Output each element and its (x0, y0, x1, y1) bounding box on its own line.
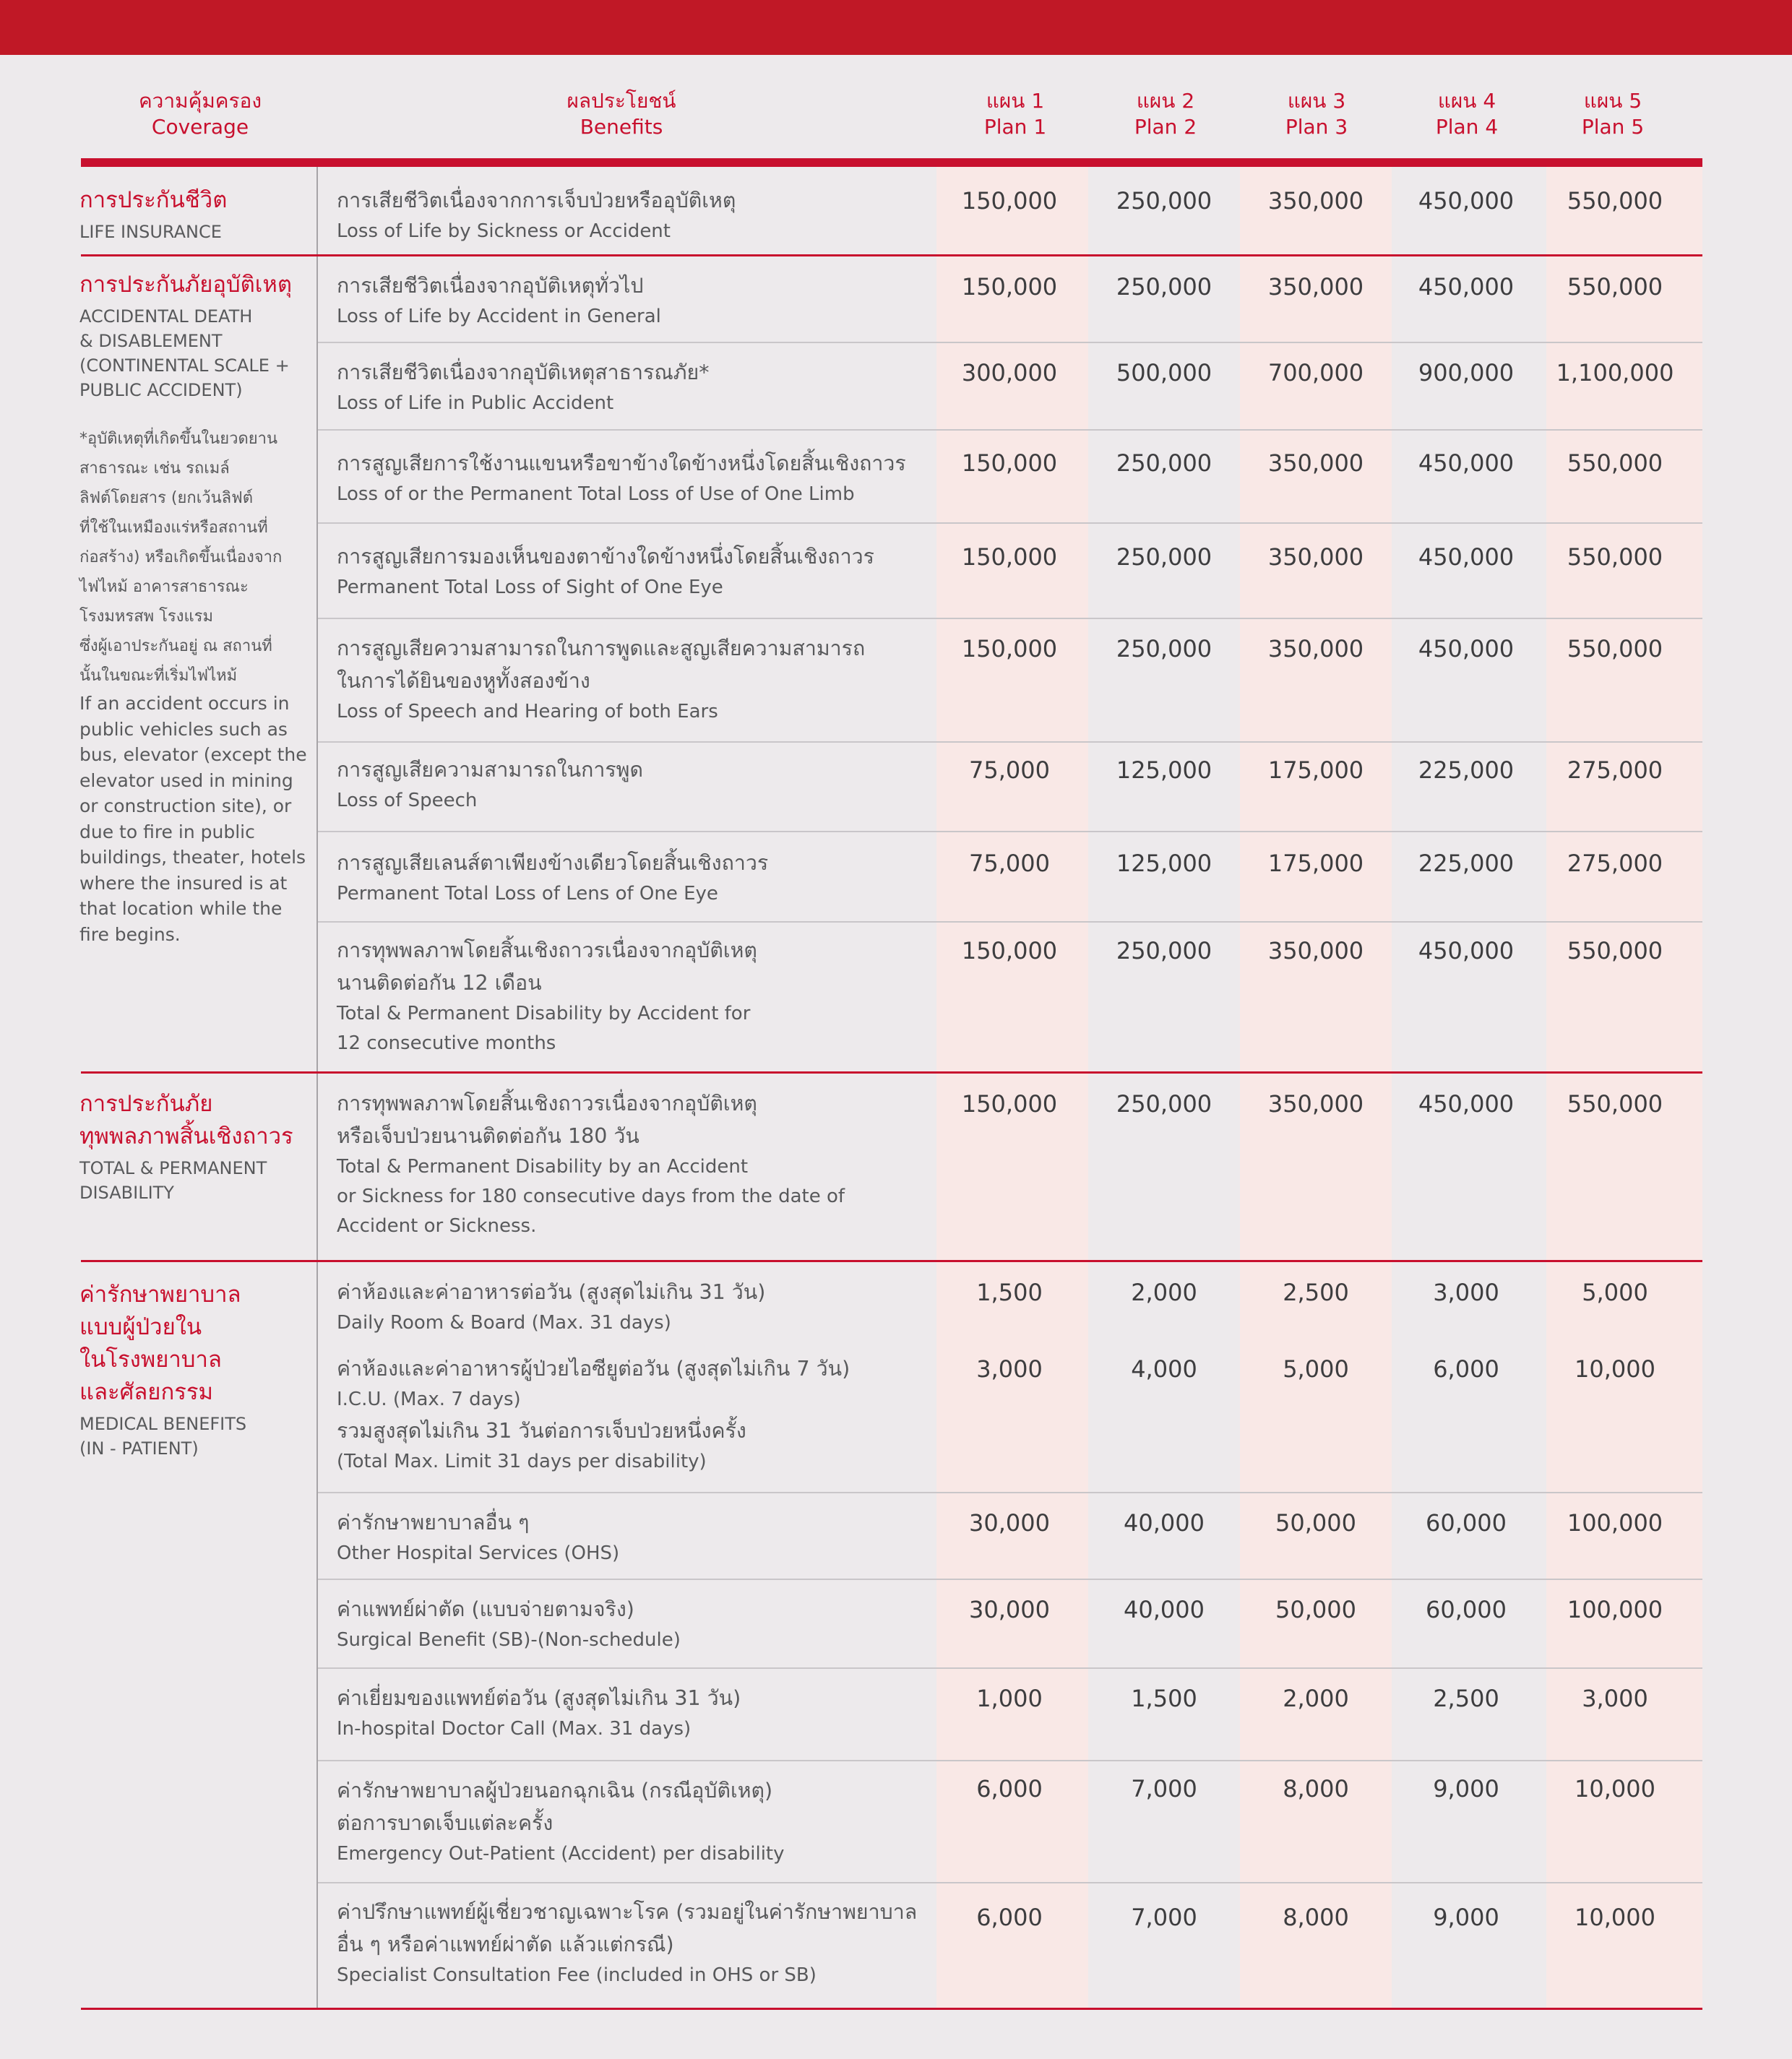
benefit-en: Daily Room & Board (Max. 31 days) (337, 1312, 671, 1334)
plan-4-value: 450,000 (1418, 543, 1515, 571)
title-en-line: TOTAL & PERMANENT (79, 1158, 267, 1178)
benefit-en: Total & Permanent Disability by an Accident (337, 1156, 749, 1178)
benefit-row (337, 269, 936, 332)
note-en-line: buildings, theater, hotels (79, 847, 306, 868)
plan-2-value: 125,000 (1116, 850, 1212, 877)
benefit-row (337, 847, 936, 909)
plan-5-value: 550,000 (1567, 543, 1663, 571)
plan-5-header-th: แผน 5 (1583, 89, 1642, 113)
plan-3-value: 50,000 (1275, 1596, 1356, 1623)
plan-5-value: 5,000 (1582, 1279, 1648, 1306)
plan-4-value: 450,000 (1418, 449, 1515, 477)
row-divider (318, 429, 1702, 431)
plan-5-value: 3,000 (1582, 1685, 1648, 1712)
benefits-header-en: Benefits (580, 115, 663, 139)
plan-4-header (1391, 88, 1543, 140)
plan-2-header (1090, 88, 1241, 140)
row-divider (318, 921, 1702, 923)
benefit-th: ในการได้ยินของหูทั้งสองข้าง (337, 669, 590, 693)
plan-3-value: 2,500 (1283, 1279, 1349, 1306)
plan-4-value: 450,000 (1418, 187, 1515, 215)
benefit-th: รวมสูงสุดไม่เกิน 31 วันต่อการเจ็บป่วยหนึ่งครั้ง (337, 1419, 746, 1443)
benefit-en: In-hospital Doctor Call (Max. 31 days) (337, 1718, 692, 1740)
benefit-row (337, 934, 936, 1058)
benefit-row (337, 1506, 936, 1568)
benefit-th: การสูญเสียการใช้งานแขนหรือขาข้างใดข้างหนึ่งโดยสิ้นเชิงถาวร (337, 452, 906, 475)
row-divider (318, 522, 1702, 524)
benefit-en: I.C.U. (Max. 7 days) (337, 1389, 521, 1410)
plan-1-value: 3,000 (976, 1355, 1043, 1383)
section-title-th: ค่ารักษาพยาบาล (79, 1282, 241, 1308)
plan-1-value: 150,000 (961, 937, 1058, 964)
section-title-en: LIFE INSURANCE (79, 222, 222, 242)
note-en-line: where the insured is at (79, 872, 288, 894)
plan-2-value: 7,000 (1131, 1775, 1197, 1803)
title-en-line: ACCIDENTAL DEATH (79, 306, 253, 327)
benefit-en: Total & Permanent Disability by Accident for (337, 1003, 751, 1024)
row-divider (318, 1667, 1702, 1669)
plan-1-header (939, 88, 1091, 140)
plan-4-value: 9,000 (1433, 1904, 1499, 1931)
section-title-en (79, 1412, 312, 1461)
benefit-en: Specialist Consultation Fee (included in OHS or SB) (337, 1964, 817, 1986)
title-en-line: PUBLIC ACCIDENT) (79, 380, 243, 400)
plan-1-value: 75,000 (969, 850, 1050, 877)
row-divider (318, 1579, 1702, 1580)
benefit-en: Loss of Speech and Hearing of both Ears (337, 701, 718, 722)
benefit-row (337, 1593, 936, 1655)
plan-5-value: 1,100,000 (1556, 359, 1674, 387)
row-divider (318, 1492, 1702, 1493)
section-title-th: ในโรงพยาบาล (79, 1347, 222, 1373)
benefit-en: Loss of or the Permanent Total Loss of Use of One Limb (337, 483, 855, 505)
title-en-line: MEDICAL BENEFITS (79, 1414, 247, 1434)
section-title-th: ทุพพลภาพสิ้นเชิงถาวร (79, 1123, 293, 1149)
plan-2-value: 2,000 (1131, 1279, 1197, 1306)
note-th-line: ที่ใช้ในเหมืองแร่หรือสถานที่ (79, 519, 268, 537)
benefit-th: หรือเจ็บป่วยนานติดต่อกัน 180 วัน (337, 1124, 639, 1148)
plan-4-value: 225,000 (1418, 756, 1515, 784)
plan-1-value: 6,000 (976, 1775, 1043, 1803)
note-th-line: ซึ่งผู้เอาประกันอยู่ ณ สถานที่ (79, 637, 272, 655)
plan-5-value: 100,000 (1567, 1596, 1663, 1623)
plan-1-value: 150,000 (961, 273, 1058, 301)
note-th-line: ไฟไหม้ อาคารสาธารณะ (79, 578, 249, 596)
title-en-line: (IN - PATIENT) (79, 1438, 199, 1459)
plan-2-value: 250,000 (1116, 543, 1212, 571)
row-divider (318, 741, 1702, 743)
benefit-row (337, 1896, 936, 1990)
plan-2-value: 40,000 (1124, 1509, 1205, 1537)
benefits-header (318, 88, 925, 140)
benefit-th: ค่าห้องและค่าอาหารต่อวัน (สูงสุดไม่เกิน 31 วัน) (337, 1280, 766, 1304)
plan-4-header-th: แผน 4 (1437, 89, 1496, 113)
note-th-line: ก่อสร้าง) หรือเกิดขึ้นเนื่องจาก (79, 548, 283, 566)
plan-2-value: 1,500 (1131, 1685, 1197, 1712)
benefit-row (337, 1087, 936, 1241)
header-divider (81, 158, 1702, 167)
benefit-th: การเสียชีวิตเนื่องจากอุบัติเหตุสาธารณภัย* (337, 361, 710, 384)
coverage-header (81, 88, 319, 140)
benefit-en: Loss of Life by Accident in General (337, 306, 661, 327)
note-en-line: If an accident occurs in (79, 693, 290, 714)
plan-1-value: 150,000 (961, 635, 1058, 662)
plan-2-value: 250,000 (1116, 273, 1212, 301)
plan-3-header-en: Plan 3 (1285, 115, 1348, 139)
plan-5-value: 550,000 (1567, 635, 1663, 662)
table-bottom-line (81, 2008, 1702, 2010)
plan-1-value: 150,000 (961, 187, 1058, 215)
plan-1-value: 30,000 (969, 1509, 1050, 1537)
plan-3-value: 175,000 (1267, 850, 1364, 877)
benefit-en: Permanent Total Loss of Lens of One Eye (337, 883, 718, 905)
benefit-th: การสูญเสียความสามารถในการพูดและสูญเสียความสามารถ (337, 636, 866, 660)
section-divider (81, 1260, 1702, 1262)
benefit-th: นานติดต่อกัน 12 เดือน (337, 971, 542, 995)
plan-2-header-th: แผน 2 (1136, 89, 1195, 113)
plan-2-value: 40,000 (1124, 1596, 1205, 1623)
section-medical-benefits (79, 1279, 312, 1461)
plan-2-header-en: Plan 2 (1134, 115, 1197, 139)
plan-3-header-th: แผน 3 (1287, 89, 1346, 113)
section-divider (81, 254, 1702, 256)
benefit-en: Loss of Life by Sickness or Accident (337, 220, 671, 242)
row-divider (318, 831, 1702, 832)
note-en-line: bus, elevator (except the (79, 744, 307, 765)
benefit-row (337, 184, 936, 246)
benefit-en: Other Hospital Services (OHS) (337, 1542, 620, 1564)
plan-2-value: 250,000 (1116, 449, 1212, 477)
benefit-th: อื่น ๆ หรือค่าแพทย์ผ่าตัด แล้วแต่กรณี) (337, 1933, 674, 1956)
benefits-header-th: ผลประโยชน์ (567, 89, 676, 113)
benefit-th: ค่าเยี่ยมของแพทย์ต่อวัน (สูงสุดไม่เกิน 31 วัน) (337, 1686, 741, 1710)
section-title-th: และศัลยกรรม (79, 1379, 213, 1405)
plan-4-value: 225,000 (1418, 850, 1515, 877)
note-th-line: ลิฟต์โดยสาร (ยกเว้นลิฟต์ (79, 489, 253, 507)
section-title-th: การประกันภัย (79, 1091, 213, 1117)
plan-4-value: 450,000 (1418, 1090, 1515, 1118)
benefit-th: การเสียชีวิตเนื่องจากการเจ็บป่วยหรืออุบัติเหตุ (337, 189, 736, 212)
title-en-line: DISABILITY (79, 1183, 174, 1203)
plan-4-value: 450,000 (1418, 273, 1515, 301)
plan-1-value: 30,000 (969, 1596, 1050, 1623)
benefit-row (337, 1682, 936, 1744)
benefit-th: ค่ารักษาพยาบาลอื่น ๆ (337, 1511, 530, 1534)
benefit-th: การสูญเสียเลนส์ตาเพียงข้างเดียวโดยสิ้นเชิงถาวร (337, 851, 769, 875)
plan-5-value: 275,000 (1567, 850, 1663, 877)
plan-2-value: 250,000 (1116, 937, 1212, 964)
plan-3-value: 175,000 (1267, 756, 1364, 784)
plan-5-header-en: Plan 5 (1581, 115, 1645, 139)
benefit-row (337, 1276, 936, 1338)
benefit-row (337, 540, 936, 603)
note-th-line: นั้นในขณะที่เริ่มไฟไหม้ (79, 667, 238, 685)
benefit-th: การสูญเสียความสามารถในการพูด (337, 758, 643, 782)
benefit-en: Accident or Sickness. (337, 1215, 537, 1237)
plan-3-value: 8,000 (1283, 1904, 1349, 1931)
title-en-line: (CONTINENTAL SCALE + (79, 355, 290, 376)
section-title-th: การประกันชีวิต (79, 187, 228, 213)
plan-5-value: 550,000 (1567, 937, 1663, 964)
benefit-th: การทุพพลภาพโดยสิ้นเชิงถาวรเนื่องจากอุบัติเหตุ (337, 1092, 757, 1115)
plan-1-value: 150,000 (961, 543, 1058, 571)
row-divider (318, 1882, 1702, 1883)
plan-3-header (1241, 88, 1392, 140)
plan-5-value: 550,000 (1567, 449, 1663, 477)
section-title-th: แบบผู้ป่วยใน (79, 1314, 202, 1340)
plan-3-value: 350,000 (1267, 1090, 1364, 1118)
plan-1-header-th: แผน 1 (986, 89, 1045, 113)
plan-4-value: 900,000 (1418, 359, 1515, 387)
note-en-line: or construction site), or (79, 795, 292, 816)
plan-3-value: 350,000 (1267, 635, 1364, 662)
plan-1-header-en: Plan 1 (983, 115, 1047, 139)
plan-4-value: 6,000 (1433, 1355, 1499, 1383)
note-en-line: that location while the (79, 898, 283, 919)
plan-5-value: 10,000 (1575, 1355, 1655, 1383)
plan-2-value: 125,000 (1116, 756, 1212, 784)
plan-2-value: 250,000 (1116, 187, 1212, 215)
plan-3-value: 350,000 (1267, 937, 1364, 964)
plan-3-value: 350,000 (1267, 273, 1364, 301)
plan-5-value: 10,000 (1575, 1904, 1655, 1931)
benefit-th: ค่าห้องและค่าอาหารผู้ป่วยไอซียูต่อวัน (สูงสุดไม่เกิน 7 วัน) (337, 1357, 850, 1381)
plan-2-value: 7,000 (1131, 1904, 1197, 1931)
section-total-disability (79, 1088, 312, 1205)
plan-1-value: 150,000 (961, 1090, 1058, 1118)
note-th-line: โรงมหรสพ โรงแรม (79, 608, 213, 626)
section-title-en (79, 304, 312, 402)
accident-footnote (79, 424, 312, 947)
plan-4-header-en: Plan 4 (1435, 115, 1499, 139)
benefit-th: การเสียชีวิตเนื่องจากอุบัติเหตุทั่วไป (337, 274, 644, 298)
plan-4-value: 450,000 (1418, 937, 1515, 964)
plan-5-value: 275,000 (1567, 756, 1663, 784)
section-life-insurance (79, 184, 312, 244)
benefit-en: Permanent Total Loss of Sight of One Eye (337, 577, 723, 598)
plan-3-value: 50,000 (1275, 1509, 1356, 1537)
plan-5-header (1537, 88, 1689, 140)
plan-4-value: 60,000 (1426, 1509, 1507, 1537)
plan-3-value: 700,000 (1267, 359, 1364, 387)
plan-4-value: 2,500 (1433, 1685, 1499, 1712)
section-title-th: การประกันภัยอุบัติเหตุ (79, 272, 292, 298)
plan-1-value: 150,000 (961, 449, 1058, 477)
plan-1-value: 1,000 (976, 1685, 1043, 1712)
benefit-row (337, 632, 936, 727)
coverage-header-en: Coverage (151, 115, 249, 139)
benefit-en: 12 consecutive months (337, 1032, 556, 1054)
plan-2-value: 250,000 (1116, 635, 1212, 662)
plan-5-value: 100,000 (1567, 1509, 1663, 1537)
benefit-en: (Total Max. Limit 31 days per disability) (337, 1451, 707, 1472)
plan-2-value: 500,000 (1116, 359, 1212, 387)
row-divider (318, 1760, 1702, 1761)
note-en-line: due to fire in public (79, 821, 255, 842)
plan-1-value: 6,000 (976, 1904, 1043, 1931)
benefit-row (337, 754, 936, 816)
benefit-row (337, 1774, 936, 1869)
benefit-th: ค่ารักษาพยาบาลผู้ป่วยนอกฉุกเฉิน (กรณีอุบัติเหตุ) (337, 1779, 773, 1803)
benefit-en: Loss of Life in Public Accident (337, 392, 614, 414)
benefit-row (337, 447, 936, 509)
note-en-line: public vehicles such as (79, 718, 288, 740)
coverage-header-th: ความคุ้มครอง (138, 89, 262, 113)
row-divider (318, 342, 1702, 343)
plan-3-value: 350,000 (1267, 187, 1364, 215)
plan-4-value: 9,000 (1433, 1775, 1499, 1803)
benefit-en: Emergency Out-Patient (Accident) per disability (337, 1843, 785, 1865)
benefit-th: การสูญเสียการมองเห็นของตาข้างใดข้างหนึ่งโดยสิ้นเชิงถาวร (337, 545, 874, 569)
note-en-line: elevator used in mining (79, 769, 293, 791)
benefit-th: ค่าปรึกษาแพทย์ผู้เชี่ยวชาญเฉพาะโรค (รวมอยู่ในค่ารักษาพยาบาล (337, 1900, 918, 1924)
note-th-line: *อุบัติเหตุที่เกิดขึ้นในยวดยาน (79, 430, 278, 448)
plan-2-value: 4,000 (1131, 1355, 1197, 1383)
plan-3-value: 2,000 (1283, 1685, 1349, 1712)
plan-1-value: 300,000 (961, 359, 1058, 387)
note-th-line: สาธารณะ เช่น รถเมล์ (79, 459, 230, 478)
plan-5-value: 550,000 (1567, 273, 1663, 301)
plan-4-value: 60,000 (1426, 1596, 1507, 1623)
plan-5-value: 550,000 (1567, 1090, 1663, 1118)
benefit-row (337, 356, 936, 418)
plan-1-value: 1,500 (976, 1279, 1043, 1306)
plan-3-value: 350,000 (1267, 543, 1364, 571)
plan-4-value: 3,000 (1433, 1279, 1499, 1306)
section-accidental (79, 269, 312, 947)
title-en-line: & DISABLEMENT (79, 331, 223, 351)
top-banner (0, 0, 1792, 55)
benefit-th: การทุพพลภาพโดยสิ้นเชิงถาวรเนื่องจากอุบัติเหตุ (337, 938, 757, 962)
benefit-en: Surgical Benefit (SB)-(Non-schedule) (337, 1629, 681, 1651)
plan-5-value: 10,000 (1575, 1775, 1655, 1803)
coverage-column-divider (316, 167, 318, 2009)
plan-1-value: 75,000 (969, 756, 1050, 784)
plan-3-value: 8,000 (1283, 1775, 1349, 1803)
row-divider (318, 618, 1702, 619)
section-title-en (79, 1156, 312, 1205)
plan-3-value: 5,000 (1283, 1355, 1349, 1383)
plan-5-value: 550,000 (1567, 187, 1663, 215)
note-en-line: fire begins. (79, 923, 181, 945)
plan-2-value: 250,000 (1116, 1090, 1212, 1118)
benefit-en: or Sickness for 180 consecutive days from the date of (337, 1186, 845, 1207)
benefit-en: Loss of Speech (337, 790, 478, 811)
plan-3-value: 350,000 (1267, 449, 1364, 477)
plan-4-value: 450,000 (1418, 635, 1515, 662)
benefit-th: ค่าแพทย์ผ่าตัด (แบบจ่ายตามจริง) (337, 1597, 634, 1621)
benefit-row (337, 1352, 936, 1477)
benefit-th: ต่อการบาดเจ็บแต่ละครั้ง (337, 1811, 553, 1835)
section-divider (81, 1071, 1702, 1074)
